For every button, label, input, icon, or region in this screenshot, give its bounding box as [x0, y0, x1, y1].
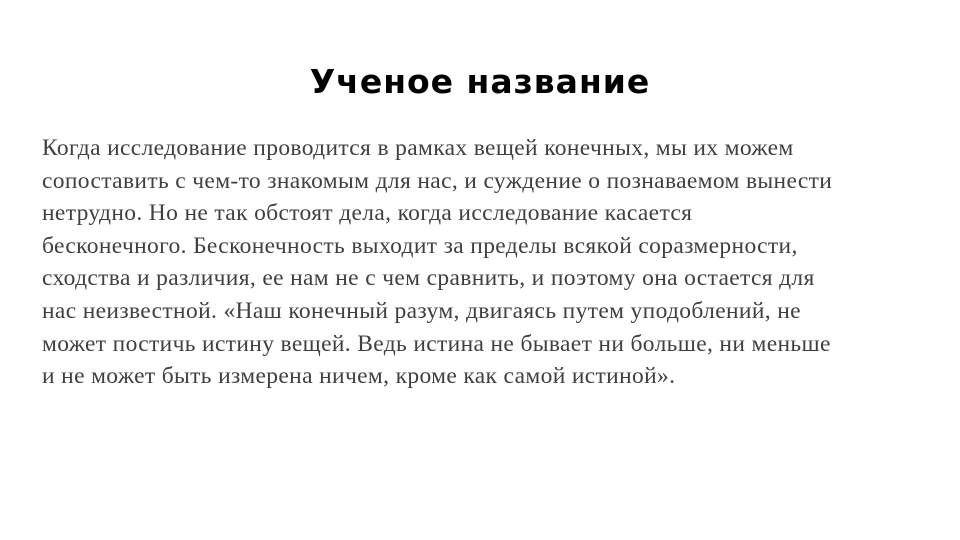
body-line: Когда исследование проводится в рамках вещей конечных, мы их можем [42, 135, 794, 161]
body-line: сходства и различия, ее нам не с чем сравнить, и поэтому она остается для [42, 265, 815, 292]
body-line: может постичь истину вещей. Ведь истина не бывает ни больше, ни меньше [42, 330, 831, 357]
slide-body-text [42, 132, 922, 393]
body-line: нетрудно. Но не так обстоят дела, когда исследование касается [42, 200, 693, 227]
body-line: сопоставить с чем-то знакомым для нас, и суждение о познаваемом вынести [42, 167, 833, 194]
body-line: бесконечного. Бесконечность выходит за пределы всякой соразмерности, [42, 232, 798, 259]
slide-title: Ученое название [309, 62, 651, 101]
body-line: нас неизвестной. «Наш конечный разум, двигаясь путем уподоблений, не [42, 297, 801, 324]
body-line: и не может быть измерена ничем, кроме как самой истиной». [42, 363, 676, 390]
